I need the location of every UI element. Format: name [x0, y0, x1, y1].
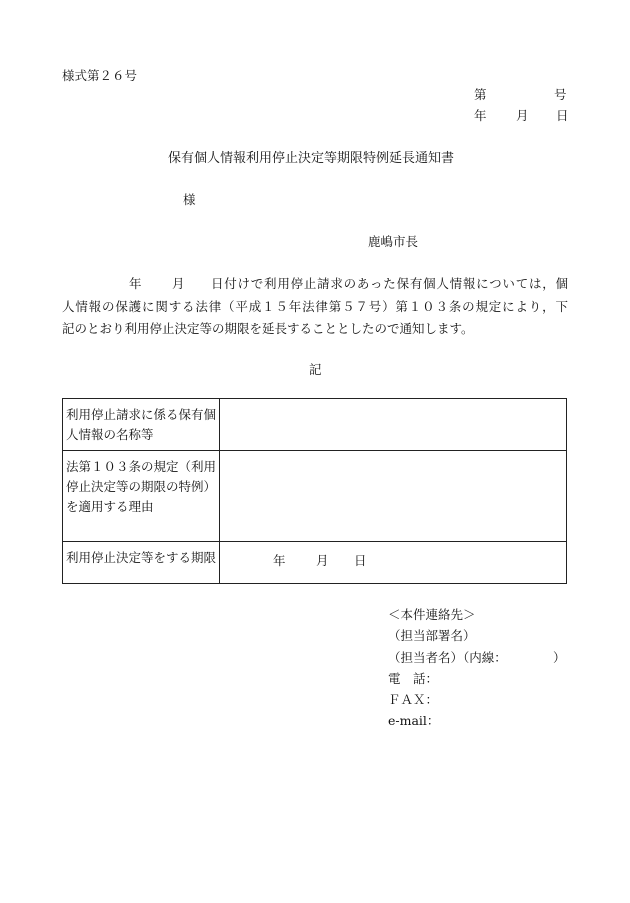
deadline-month: 月 — [316, 553, 329, 568]
contact-department: （担当部署名） — [388, 628, 476, 643]
date-month: 月 — [516, 108, 529, 123]
deadline-year: 年 — [273, 553, 286, 568]
contact-block — [388, 0, 588, 903]
date-year: 年 — [474, 108, 487, 123]
recipient-suffix: 様 — [183, 192, 196, 207]
contact-heading: ＜本件連絡先＞ — [388, 607, 476, 622]
contact-person-close: ） — [553, 650, 566, 665]
page-title: 保有個人情報利用停止決定等期限特例延長通知書 — [168, 151, 455, 166]
contact-person: （担当者名）（内線： — [388, 650, 507, 665]
deadline-day: 日 — [354, 553, 367, 568]
form-number: 様式第２６号 — [62, 68, 138, 83]
date-day: 日 — [556, 108, 569, 123]
body-month: 月 — [172, 276, 185, 291]
ki-heading: 記 — [309, 362, 322, 377]
body-line-3: 記のとおり利用停止決定等の期限を延長することとしたので通知します。 — [62, 321, 474, 336]
row-label-reason: 法第１０３条の規定（利用停止決定等の期限の特例）を適用する理由 — [63, 451, 220, 542]
contact-fax: ＦＡＸ： — [388, 692, 439, 707]
doc-number-suffix: 号 — [554, 87, 567, 102]
row-label-name: 利用停止請求に係る保有個人情報の名称等 — [63, 399, 220, 451]
body-line-2: 人情報の保護に関する法律（平成１５年法律第５７号）第１０３条の規定により，下 — [62, 299, 568, 314]
body-line-1: 日付けで利用停止請求のあった保有個人情報については，個 — [211, 276, 568, 291]
contact-email: e-mail： — [388, 713, 440, 728]
sender-name: 鹿嶋市長 — [368, 234, 419, 249]
body-year: 年 — [129, 276, 142, 291]
contact-phone: 電 話： — [388, 671, 439, 686]
doc-number-prefix: 第 — [474, 87, 487, 102]
row-label-deadline: 利用停止決定等をする期限 — [63, 542, 220, 584]
